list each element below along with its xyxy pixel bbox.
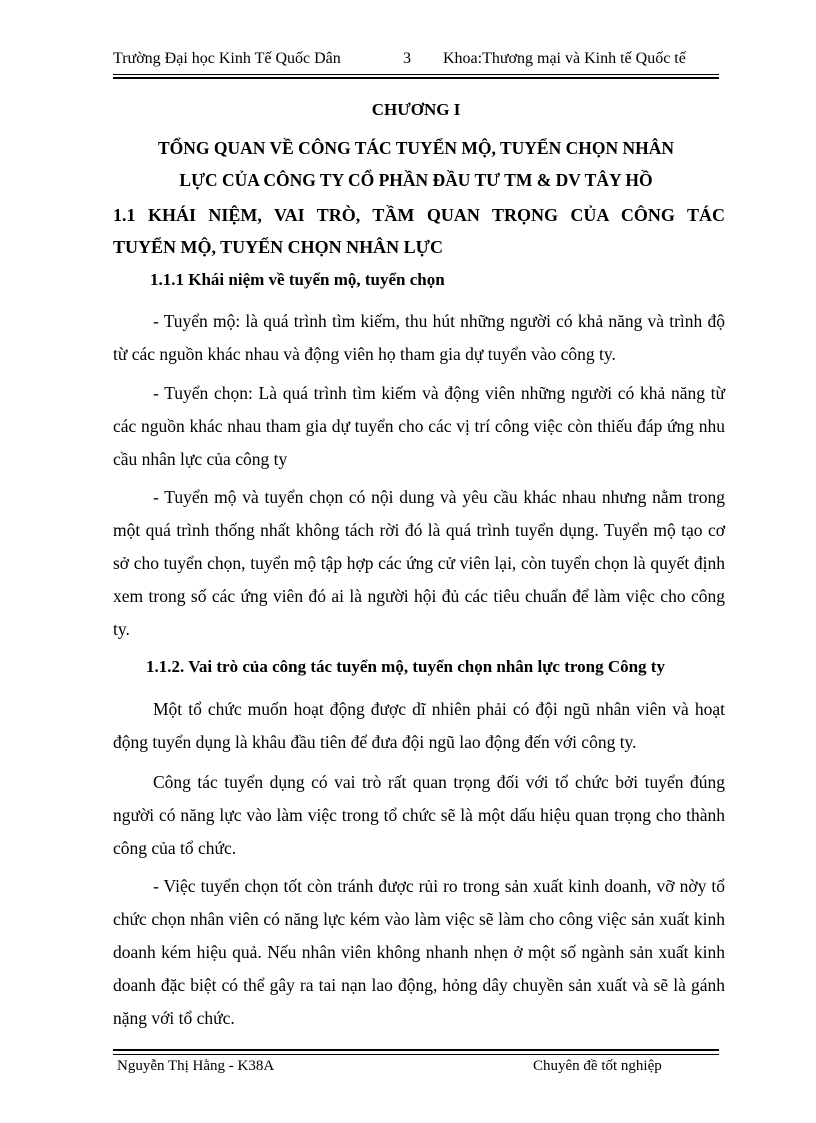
paragraph-role-3: - Việc tuyển chọn tốt còn tránh được rủi ro trong sản xuất kinh doanh, vỡ nờy tổ chức chọn nhân viên có năng lực kém vào làm việc sẽ làm cho công việc sản xuất kinh doanh kém hiệu quả. Nếu nhân viên không nhanh nhẹn ở một số ngành sản xuất kinh doanh đặc biệt có thể gây ra tai nạn lao động, hỏng dây chuyền sản xuất và sẽ là gánh nặng với tổ chức. [113,876,725,1028]
chapter-title-line-1: TỔNG QUAN VỀ CÔNG TÁC TUYỂN MỘ, TUYỂN CHỌN NHÂN [158,138,674,158]
footer-document-type: Chuyên đề tốt nghiệp [533,1058,662,1074]
paragraph-role-2: Công tác tuyển dụng có vai trò rất quan trọng đối với tổ chức bởi tuyển đúng người có năng lực vào làm việc trong tổ chức sẽ là một dấu hiệu quan trọng cho thành công của tổ chức. [113,772,725,858]
section-1-1-heading-line-2: TUYỂN MỘ, TUYỂN CHỌN NHÂN LỰC [113,237,444,257]
page-number: 3 [403,50,411,67]
page-header [113,48,719,74]
section-1-1-heading-line-1: 1.1 KHÁI NIỆM, VAI TRÒ, TẦM QUAN TRỌNG CỦA CÔNG TÁC [113,205,725,225]
paragraph-tuyen-mo: - Tuyển mộ: là quá trình tìm kiếm, thu hút những người có khả năng và trình độ từ các nguồn khác nhau và động viên họ tham gia dự tuyển vào công ty. [113,311,725,364]
footer-rule-thin [113,1054,719,1055]
chapter-heading: CHƯƠNG I [371,100,461,119]
section-1-1-1-heading: 1.1.1 Khái niệm về tuyển mộ, tuyển chọn [150,270,445,289]
chapter-title-line-2: LỰC CỦA CÔNG TY CỔ PHẦN ĐẦU TƯ TM & DV TÂY HỒ [179,170,653,190]
paragraph-tuyen-chon: - Tuyển chọn: Là quá trình tìm kiếm và động viên những người có khả năng từ các nguồn khác nhau tham gia dự tuyển cho các vị trí công việc còn thiếu đáp ứng nhu cầu nhân lực của công ty [113,383,725,469]
paragraph-tuyen-dung: - Tuyển mộ và tuyển chọn có nội dung và yêu cầu khác nhau nhưng nằm trong một quá trình thống nhất không tách rời đó là quá trình tuyển dụng. Tuyển mộ tạo cơ sở cho tuyển chọn, tuyển mộ tập hợp các ứng cử viên lại, còn tuyển chọn là quyết định xem trong số các ứng viên đó ai là người hội đủ các tiêu chuẩn để làm việc cho công ty. [113,487,725,639]
header-rule-thin [113,74,719,75]
header-university: Trường Đại học Kinh Tế Quốc Dân [113,50,341,67]
paragraph-role-1: Một tổ chức muốn hoạt động được dĩ nhiên phải có đội ngũ nhân viên và hoạt động tuyển dụng là khâu đầu tiên để đưa đội ngũ lao động đến với công ty. [113,699,725,752]
header-faculty: Khoa:Thương mại và Kinh tế Quốc tế [443,50,686,67]
footer-author: Nguyễn Thị Hằng - K38A [117,1058,275,1074]
section-1-1-2-heading: 1.1.2. Vai trò của công tác tuyển mộ, tuyển chọn nhân lực trong Công ty [146,657,665,676]
header-rule-thick [113,77,719,79]
footer-rule-thick [113,1049,719,1051]
